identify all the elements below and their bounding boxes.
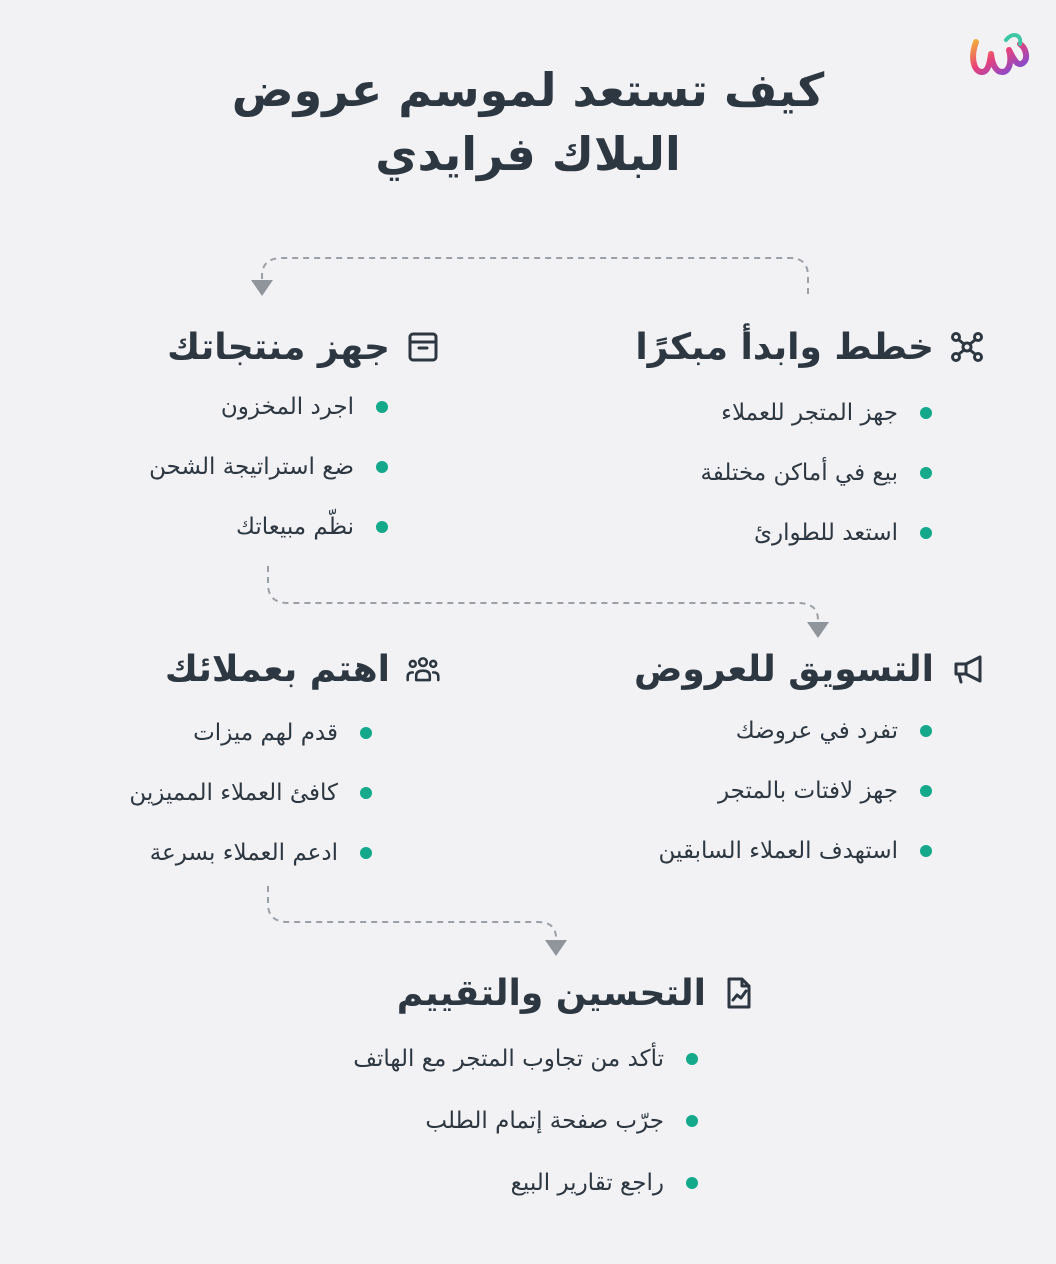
bullet-dot xyxy=(376,401,388,413)
arrowhead-3 xyxy=(545,940,567,956)
list-item xyxy=(150,840,372,866)
item-text: ضع استراتيجة الشحن xyxy=(149,454,354,480)
section-title: التحسين والتقييم xyxy=(396,972,706,1014)
list-item xyxy=(236,514,388,540)
list-item xyxy=(736,718,932,744)
bullet-dot xyxy=(376,521,388,533)
arrowhead-1 xyxy=(251,280,273,296)
arrowhead-2 xyxy=(807,622,829,638)
section-title: جهز منتجاتك xyxy=(167,326,390,368)
title-line-1: كيف تستعد لموسم عروض xyxy=(231,63,825,117)
item-text: كافئ العملاء المميزين xyxy=(129,780,338,806)
connector-1 xyxy=(262,258,808,294)
item-text: قدم لهم ميزات xyxy=(193,720,338,746)
item-text: ادعم العملاء بسرعة xyxy=(149,840,338,866)
list-item xyxy=(659,838,932,864)
bullet-dot xyxy=(686,1053,698,1065)
section-title: اهتم بعملائك xyxy=(164,648,390,690)
bullet-dot xyxy=(920,725,932,737)
list-item xyxy=(221,394,388,420)
section-prepare-products xyxy=(110,320,440,560)
bullet-dot xyxy=(376,461,388,473)
section-improve-evaluate xyxy=(290,966,756,1226)
section-heading xyxy=(635,322,984,372)
list-item xyxy=(700,460,932,486)
item-text: جهز لافتات بالمتجر xyxy=(717,778,898,804)
item-text: تفرد في عروضك xyxy=(735,718,898,744)
section-title: التسويق للعروض xyxy=(634,648,934,690)
list-item xyxy=(754,520,932,546)
list-item xyxy=(425,1108,698,1134)
item-text: استهدف العملاء السابقين xyxy=(658,838,898,864)
document-chart-icon xyxy=(722,976,756,1010)
bullet-dot xyxy=(920,467,932,479)
bullet-dot xyxy=(920,785,932,797)
bullet-dot xyxy=(686,1177,698,1189)
item-text: جرّب صفحة إتمام الطلب xyxy=(425,1108,664,1134)
section-heading xyxy=(634,644,984,694)
section-heading xyxy=(167,322,440,372)
bullet-dot xyxy=(360,727,372,739)
item-text: نظّم مبيعاتك xyxy=(236,514,354,540)
connector-2 xyxy=(268,566,818,620)
item-text: اجرد المخزون xyxy=(220,394,354,420)
section-marketing xyxy=(590,642,984,882)
list-item xyxy=(129,780,372,806)
section-title: خطط وابدأ مبكرًا xyxy=(635,326,934,368)
section-customers xyxy=(80,642,440,882)
section-heading xyxy=(165,644,440,694)
bullet-dot xyxy=(920,527,932,539)
item-text: جهز المتجر للعملاء xyxy=(721,400,898,426)
item-text: بيع في أماكن مختلفة xyxy=(700,460,898,486)
megaphone-icon xyxy=(950,652,984,686)
section-heading xyxy=(397,968,756,1018)
list-item xyxy=(149,454,388,480)
connector-3 xyxy=(268,886,556,938)
list-item xyxy=(511,1170,698,1196)
list-item xyxy=(193,720,372,746)
bullet-dot xyxy=(360,787,372,799)
item-text: تأكد من تجاوب المتجر مع الهاتف xyxy=(353,1046,664,1072)
network-nodes-icon xyxy=(950,330,984,364)
bullet-dot xyxy=(920,407,932,419)
bullet-dot xyxy=(920,845,932,857)
list-item xyxy=(718,778,932,804)
users-group-icon xyxy=(406,652,440,686)
item-text: راجع تقارير البيع xyxy=(510,1170,664,1196)
title-line-2: البلاك فرايدي xyxy=(375,127,681,181)
list-item xyxy=(353,1046,698,1072)
section-plan-early xyxy=(600,320,984,560)
item-text: استعد للطوارئ xyxy=(754,520,898,546)
bullet-dot xyxy=(686,1115,698,1127)
archive-box-icon xyxy=(406,330,440,364)
bullet-dot xyxy=(360,847,372,859)
list-item xyxy=(721,400,932,426)
